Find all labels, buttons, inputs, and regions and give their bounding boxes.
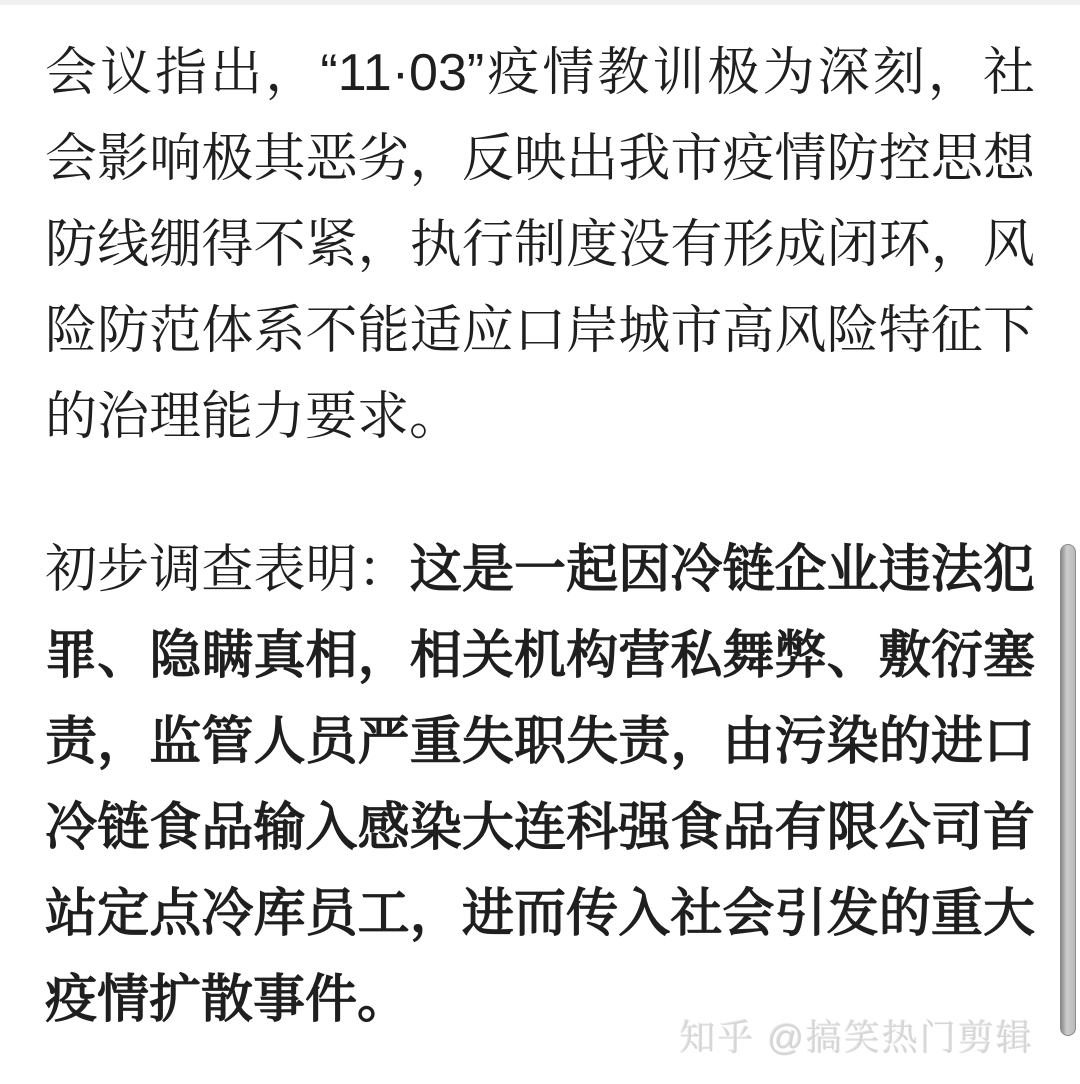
paragraph-meeting-conclusion: 会议指出，“11·03”疫情教训极为深刻，社会影响极其恶劣，反映出我市疫情防控思想防线绷得不紧，执行制度没有形成闭环，风险防范体系不能适应口岸城市高风险特征下的治理能力要求。 (45, 44, 1035, 446)
zhihu-watermark: 知乎 @搞笑热门剪辑 (679, 1017, 1034, 1058)
paragraph-investigation-emphasis: 这是一起因冷链企业违法犯罪、隐瞒真相，相关机构营私舞弊、敷衍塞责，监管人员严重失职失责，由污染的进口冷链食品输入感染大连科强食品有限公司首站定点冷库员工，进而传入社会引发的重大疫情扩散事件。 (45, 541, 1035, 1029)
paragraph-investigation (45, 527, 1035, 1043)
vertical-scrollbar-thumb[interactable] (1060, 544, 1076, 1036)
page-top-edge (0, 0, 1080, 5)
paragraph-investigation-lead: 初步调查表明： (45, 541, 410, 599)
article-content (45, 30, 1035, 1043)
